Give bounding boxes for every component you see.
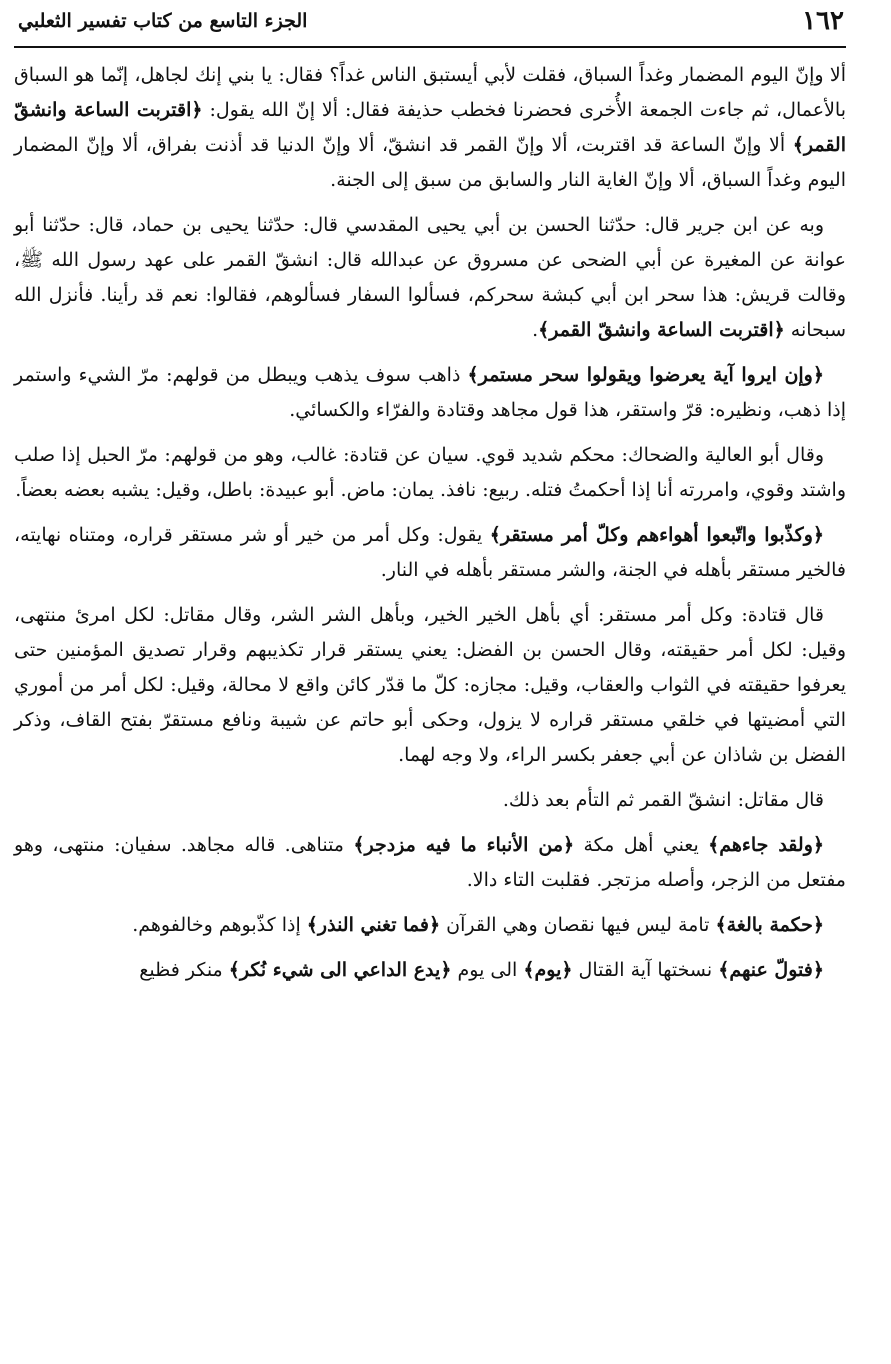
quran-verse: ﴿حكمة بالغة﴾ xyxy=(715,914,824,936)
paragraph xyxy=(14,953,846,988)
quran-verse: ﴿وكذّبوا واتّبعوا أهواءهم وكلّ أمر مستقر﴾ xyxy=(489,524,824,546)
page-number: ١٦٢ xyxy=(802,6,844,36)
running-title: الجزء التاسع من كتاب تفسير الثعلبي xyxy=(18,10,308,32)
quran-verse: ﴿فتولّ عنهم﴾ xyxy=(718,959,824,981)
commentary-text: ألا وإنّ الساعة قد اقتربت، ألا وإنّ القمر قد انشقّ، ألا وإنّ الدنيا قد أذنت بفراق، ألا وإنّ المضمار اليوم وغداً السباق، ألا وإنّ الغاية النار والسابق من سبق إلى الجنة. xyxy=(14,134,846,191)
quran-verse: ﴿فما تغني النذر﴾ xyxy=(306,914,441,936)
paragraph xyxy=(14,908,846,943)
commentary-text: نسختها آية القتال xyxy=(572,959,719,981)
quran-verse: ﴿اقتربت الساعة وانشقّ القمر﴾ xyxy=(538,319,785,341)
paragraph xyxy=(14,783,846,818)
commentary-text: منكر فظيع xyxy=(139,959,229,981)
paragraph xyxy=(14,438,846,508)
paragraph xyxy=(14,598,846,773)
commentary-text: ألا وإنّ اليوم المضمار وغداً السباق، فقلت لأبي أيستبق الناس غداً؟ فقال: يا بني إنك لجاهل، إنّما هو السباق بالأعمال، ثم جاءت الجمعة الأُخرى فحضرنا فخطب حذيفة فقال: ألا إنّ الله يقول: xyxy=(14,64,846,121)
page-body xyxy=(14,48,846,988)
commentary-text: وبه عن ابن جرير قال: حدّثنا الحسن بن أبي يحيى المقدسي قال: حدّثنا يحيى بن حماد، قال: حدّثنا أبو عوانة عن المغيرة عن أبي الضحى عن مسروق عن عبدالله قال: انشقّ القمر على عهد رسول الله ﷺ، وقالت قريش: هذا سحر ابن أبي كبشة سحركم، فسألوا السفار فسألوهم، فقالوا: نعم قد رأينا. فأنزل الله سبحانه xyxy=(14,214,846,341)
commentary-text: قال قتادة: وكل أمر مستقر: أي بأهل الخير الخير، وبأهل الشر الشر، وقال مقاتل: لكل امرئ منتهى، وقيل: لكل أمر حقيقته، وقال الحسن بن الفضل: يعني يستقر قرار تكذيبهم وقرار تصديق المؤمنين حتى يعرفوا حقيقته في الثواب والعقاب، وقيل: مجازه: كلّ ما قدّر كائن واقع لا محالة، وقيل: لكل أمر من أموري التي أمضيتها في خلقي مستقر قراره لا يزول، وحكى أبو حاتم عن شيبة ونافع مستقرّ بفتح القاف، وذكر الفضل بن شاذان عن أبي جعفر بكسر الراء، ولا وجه لهما. xyxy=(14,604,846,766)
commentary-text: ذاهب سوف يذهب ويبطل من قولهم: مرّ الشيء واستمر إذا ذهب، ونظيره: قرّ واستقر، هذا قول مجاهد وقتادة والفرّاء والكسائي. xyxy=(14,364,846,421)
paragraph xyxy=(14,58,846,198)
commentary-text: يقول: وكل أمر من خير أو شر مستقر قراره، ومتناه نهايته، فالخير مستقر بأهله في الجنة، والشر مستقر بأهله في النار. xyxy=(14,524,846,581)
commentary-text: . xyxy=(532,319,539,341)
commentary-text: وقال أبو العالية والضحاك: محكم شديد قوي. سيان عن قتادة: غالب، وهو من قولهم: مرّ الحبل إذا صلب واشتد وقوي، وامررته أنا إذا أحكمتُ فتله. ربيع: نافذ. يمان: ماض. أبو عبيدة: باطل، وقيل: يشبه بعضه بعضاً. xyxy=(14,444,846,501)
quran-verse: ﴿وإن ايروا آية يعرضوا ويقولوا سحر مستمر﴾ xyxy=(467,364,824,386)
commentary-text: قال مقاتل: انشقّ القمر ثم التأم بعد ذلك. xyxy=(502,789,824,811)
commentary-text: الى يوم xyxy=(451,959,524,981)
commentary-text: يعني أهل مكة xyxy=(574,834,709,856)
quran-verse: ﴿اقتربت الساعة وانشقّ القمر﴾ xyxy=(14,99,846,156)
paragraph xyxy=(14,828,846,898)
commentary-text: إذا كذّبوهم وخالفوهم. xyxy=(132,914,307,936)
paragraph xyxy=(14,518,846,588)
quran-verse: ﴿من الأنباء ما فيه مزدجر﴾ xyxy=(353,834,575,856)
paragraph xyxy=(14,208,846,348)
quran-verse: ﴿ولقد جاءهم﴾ xyxy=(708,834,824,856)
book-page xyxy=(14,0,846,1364)
quran-verse: ﴿يدع الداعي الى شيء نُكر﴾ xyxy=(228,959,452,981)
quran-verse: ﴿يوم﴾ xyxy=(523,959,573,981)
page-header xyxy=(14,0,846,48)
commentary-text: متناهى. قاله مجاهد. سفيان: منتهى، وهو مفتعل من الزجر، وأصله مزتجر. فقلبت التاء دالا. xyxy=(14,834,846,891)
commentary-text: تامة ليس فيها نقصان وهي القرآن xyxy=(440,914,716,936)
paragraph xyxy=(14,358,846,428)
